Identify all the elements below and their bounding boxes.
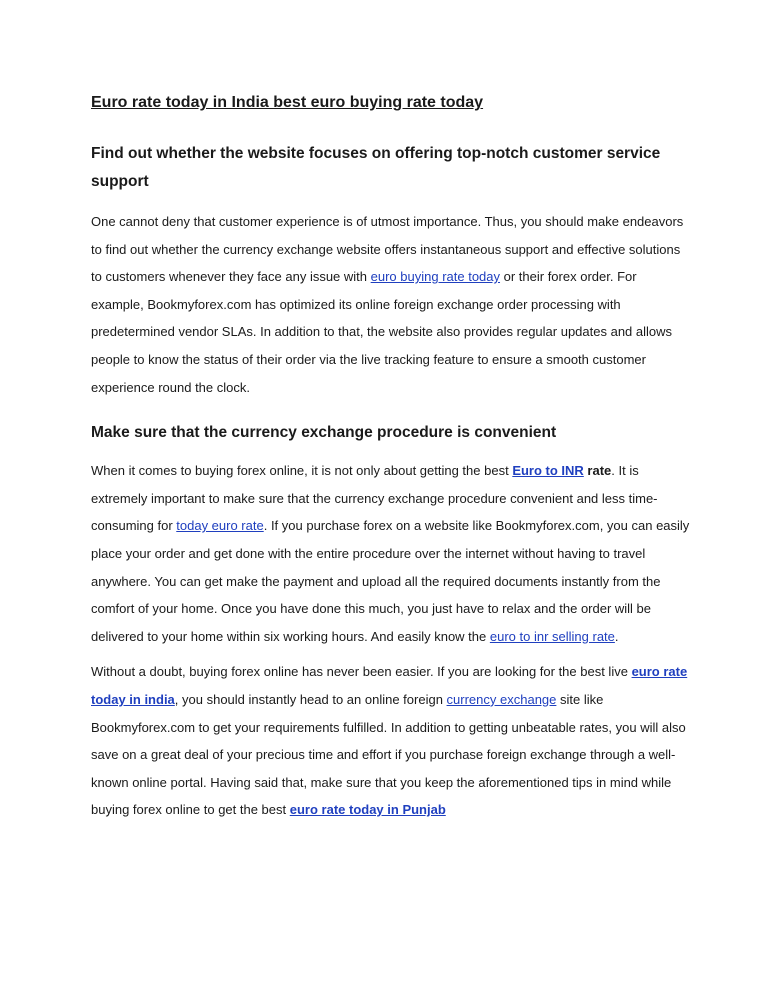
link-euro-to-inr[interactable]: Euro to INR: [512, 463, 584, 479]
paragraph-text: .: [614, 628, 619, 644]
document-page: [91, 86, 691, 824]
paragraph-text: or their forex order. For example, Bookmyforex.com has optimized its online foreign exchange order processing with predetermined vendor SLAs. In addition to that, the website also provides regular updates and allows people to know the status of their order via the live tracking feature to ensure a smooth customer experience round the clock.: [91, 269, 673, 395]
link-currency-exchange[interactable]: currency exchange: [446, 691, 557, 707]
paragraph-text: . It is extremely important to make sure that the currency exchange procedure convenient and less time-consuming for: [91, 463, 658, 534]
section-heading-customer-service: Find out whether the website focuses on offering top-notch customer service support: [91, 145, 661, 190]
paragraph-text: Without a doubt, buying forex online has never been easier. If you are looking for the best live: [91, 664, 632, 680]
paragraph-text: site like Bookmyforex.com to get your requirements fulfilled. In addition to getting unbeatable rates, you will also save on a great deal of your precious time and effort if you purchase foreign exchange through a well-known online portal. Having said that, make sure that you keep the aforementioned tips in mind while buying forex online to get the best: [91, 691, 686, 818]
paragraph-text: . If you purchase forex on a website like Bookmyforex.com, you can easily place your order and get done with the entire procedure over the internet without having to travel anywhere. You can get make the payment and upload all the required documents instantly from the comfort of your home. Once you have done this much, you just have to relax and the order will be delivered to your home within six working hours. And easily know the: [91, 518, 690, 644]
paragraph-text: , you should instantly head to an online foreign: [174, 691, 447, 707]
paragraph-conclusion: [91, 658, 691, 824]
paragraph-text: When it comes to buying forex online, it is not only about getting the best: [91, 463, 513, 479]
paragraph-buying-forex: [91, 457, 691, 650]
page-title: Euro rate today in India best euro buying rate today: [91, 94, 484, 111]
bold-text-rate: rate: [583, 463, 612, 479]
link-euro-rate-today-in-india[interactable]: euro rate today in india: [91, 664, 688, 707]
paragraph-text: One cannot deny that customer experience is of utmost importance. Thus, you should make endeavors to find out whether the currency exchange website offers instantaneous support and effective solutions to customers whenever they face any issue with: [91, 214, 684, 285]
link-euro-buying-rate-today[interactable]: euro buying rate today: [370, 269, 501, 285]
link-euro-rate-today-in-punjab[interactable]: euro rate today in Punjab: [289, 802, 446, 818]
link-euro-to-inr-selling-rate[interactable]: euro to inr selling rate: [489, 628, 615, 644]
link-today-euro-rate[interactable]: today euro rate: [176, 518, 264, 534]
paragraph-customer-experience: [91, 208, 691, 401]
section-heading-exchange-procedure: Make sure that the currency exchange procedure is convenient: [91, 424, 557, 442]
